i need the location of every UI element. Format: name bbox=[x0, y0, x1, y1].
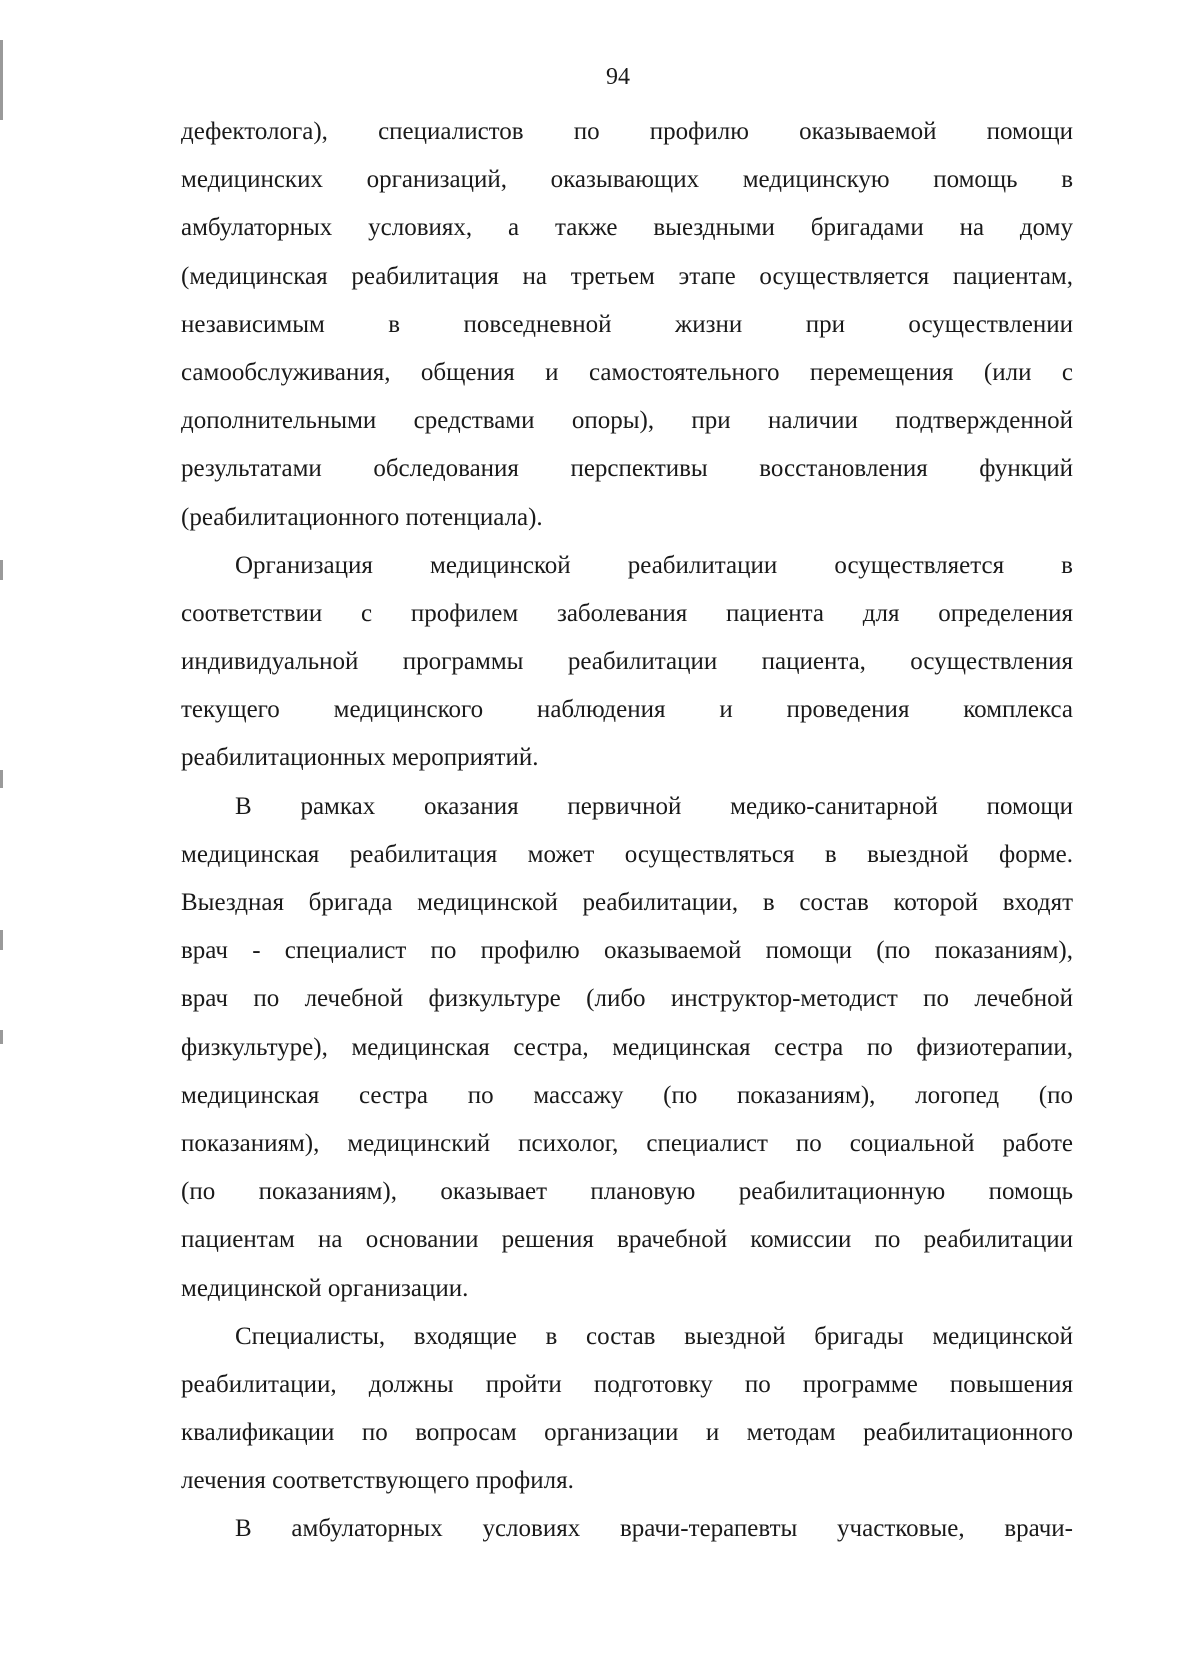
text-line: показаниям), медицинский психолог, специалист по социальной работе bbox=[181, 1129, 1073, 1157]
text-line: медицинской организации. bbox=[181, 1274, 469, 1302]
page-number: 94 bbox=[606, 64, 630, 90]
paragraph-first-line: Специалисты, входящие в состав выездной бригады медицинской bbox=[235, 1322, 1073, 1350]
text-line: самообслуживания, общения и самостоятельного перемещения (или с bbox=[181, 358, 1073, 386]
text-line: медицинских организаций, оказывающих медицинскую помощь в bbox=[181, 166, 1073, 194]
text-line: соответствии с профилем заболевания пациента для определения bbox=[181, 599, 1073, 627]
text-line: дополнительными средствами опоры), при наличии подтвержденной bbox=[181, 407, 1073, 435]
text-line: лечения соответствующего профиля. bbox=[181, 1467, 574, 1495]
text-line: (по показаниям), оказывает плановую реабилитационную помощь bbox=[181, 1178, 1073, 1206]
text-line: квалификации по вопросам организации и методам реабилитационного bbox=[181, 1419, 1073, 1447]
text-line: медицинская реабилитация может осуществляться в выездной форме. bbox=[181, 840, 1073, 868]
text-line: дефектолога), специалистов по профилю оказываемой помощи bbox=[181, 118, 1073, 145]
text-line: (реабилитационного потенциала). bbox=[181, 503, 543, 531]
paragraph-first-line: В амбулаторных условиях врачи-терапевты участковые, врачи- bbox=[235, 1515, 1073, 1543]
text-line: пациентам на основании решения врачебной комиссии по реабилитации bbox=[181, 1226, 1073, 1254]
text-line: текущего медицинского наблюдения и проведения комплекса bbox=[181, 696, 1073, 724]
text-line: (медицинская реабилитация на третьем этапе осуществляется пациентам, bbox=[181, 262, 1073, 290]
text-line: результатами обследования перспективы восстановления функций bbox=[181, 455, 1073, 483]
text-line: врач - специалист по профилю оказываемой помощи (по показаниям), bbox=[181, 937, 1073, 965]
scan-edge-mark bbox=[0, 930, 3, 950]
text-line: индивидуальной программы реабилитации пациента, осуществления bbox=[181, 648, 1073, 676]
scan-edge-mark bbox=[0, 560, 3, 580]
text-line: независимым в повседневной жизни при осуществлении bbox=[181, 310, 1073, 338]
body-text bbox=[181, 108, 1073, 1554]
text-line: реабилитационных мероприятий. bbox=[181, 744, 539, 772]
text-line: врач по лечебной физкультуре (либо инструктор-методист по лечебной bbox=[181, 985, 1073, 1013]
scan-edge-mark bbox=[0, 1030, 3, 1044]
scan-edge-mark bbox=[0, 770, 3, 788]
text-line: реабилитации, должны пройти подготовку по программе повышения bbox=[181, 1370, 1073, 1398]
paragraph-first-line: В рамках оказания первичной медико-санитарной помощи bbox=[235, 792, 1073, 820]
paragraph-first-line: Организация медицинской реабилитации осуществляется в bbox=[235, 551, 1073, 579]
text-line: амбулаторных условиях, а также выездными бригадами на дому bbox=[181, 214, 1073, 242]
text-line: медицинская сестра по массажу (по показаниям), логопед (по bbox=[181, 1081, 1073, 1109]
text-line: Выездная бригада медицинской реабилитации, в состав которой входят bbox=[181, 889, 1073, 916]
text-line: физкультуре), медицинская сестра, медицинская сестра по физиотерапии, bbox=[181, 1033, 1073, 1061]
